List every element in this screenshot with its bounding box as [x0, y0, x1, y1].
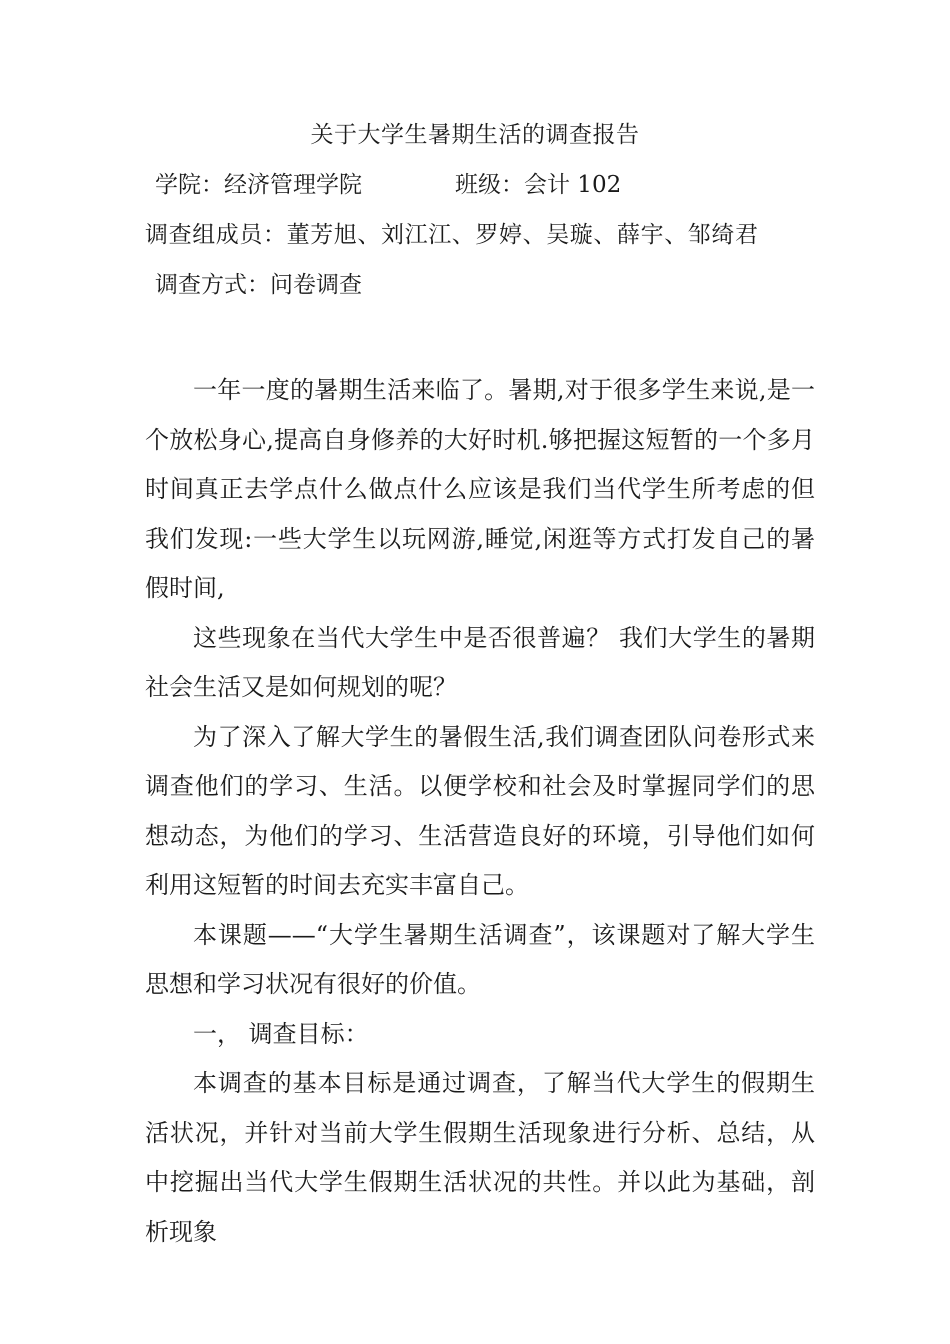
report-body — [145, 366, 815, 1257]
paragraph-topic: 本课题——“大学生暑期生活调查”，该课题对了解大学生思想和学习状况有很好的价值。 — [145, 920, 815, 998]
paragraph-purpose: 为了深入了解大学生的暑假生活,我们调查团队问卷形式来调查他们的学习、生活。以便学校和社会及时掌握同学们的思想动态，为他们的学习、生活营造良好的环境，引导他们如何利用这短暂的时间去充实丰富自己。 — [145, 722, 815, 899]
paragraph-intro: 一年一度的暑期生活来临了。暑期,对于很多学生来说,是一个放松身心,提高自身修养的大好时机.够把握这短暂的一个多月时间真正去学点什么做点什么应该是我们当代学生所考虑的但我们发现:一些大学生以玩网游,睡觉,闲逛等方式打发自己的暑假时间, — [145, 376, 815, 602]
survey-members: 调查组成员：董芳旭、刘江江、罗婷、吴璇、薛宇、邹绮君 — [145, 222, 759, 248]
section-heading-goal: 一， 调查目标： — [193, 1019, 369, 1048]
paragraph-goal: 本调查的基本目标是通过调查，了解当代大学生的假期生活状况，并针对当前大学生假期生活现象进行分析、总结，从中挖掘出当代大学生假期生活状况的共性。并以此为基础，剖析现象 — [145, 1069, 815, 1246]
class-info: 班级：会计 102 — [455, 172, 622, 198]
report-title: 关于大学生暑期生活的调查报告 — [310, 122, 640, 148]
college-info: 学院：经济管理学院 — [155, 172, 362, 198]
survey-method: 调查方式：问卷调查 — [155, 272, 362, 298]
paragraph-question: 这些现象在当代大学生中是否很普遍？ 我们大学生的暑期社会生活又是如何规划的呢？ — [145, 623, 815, 701]
